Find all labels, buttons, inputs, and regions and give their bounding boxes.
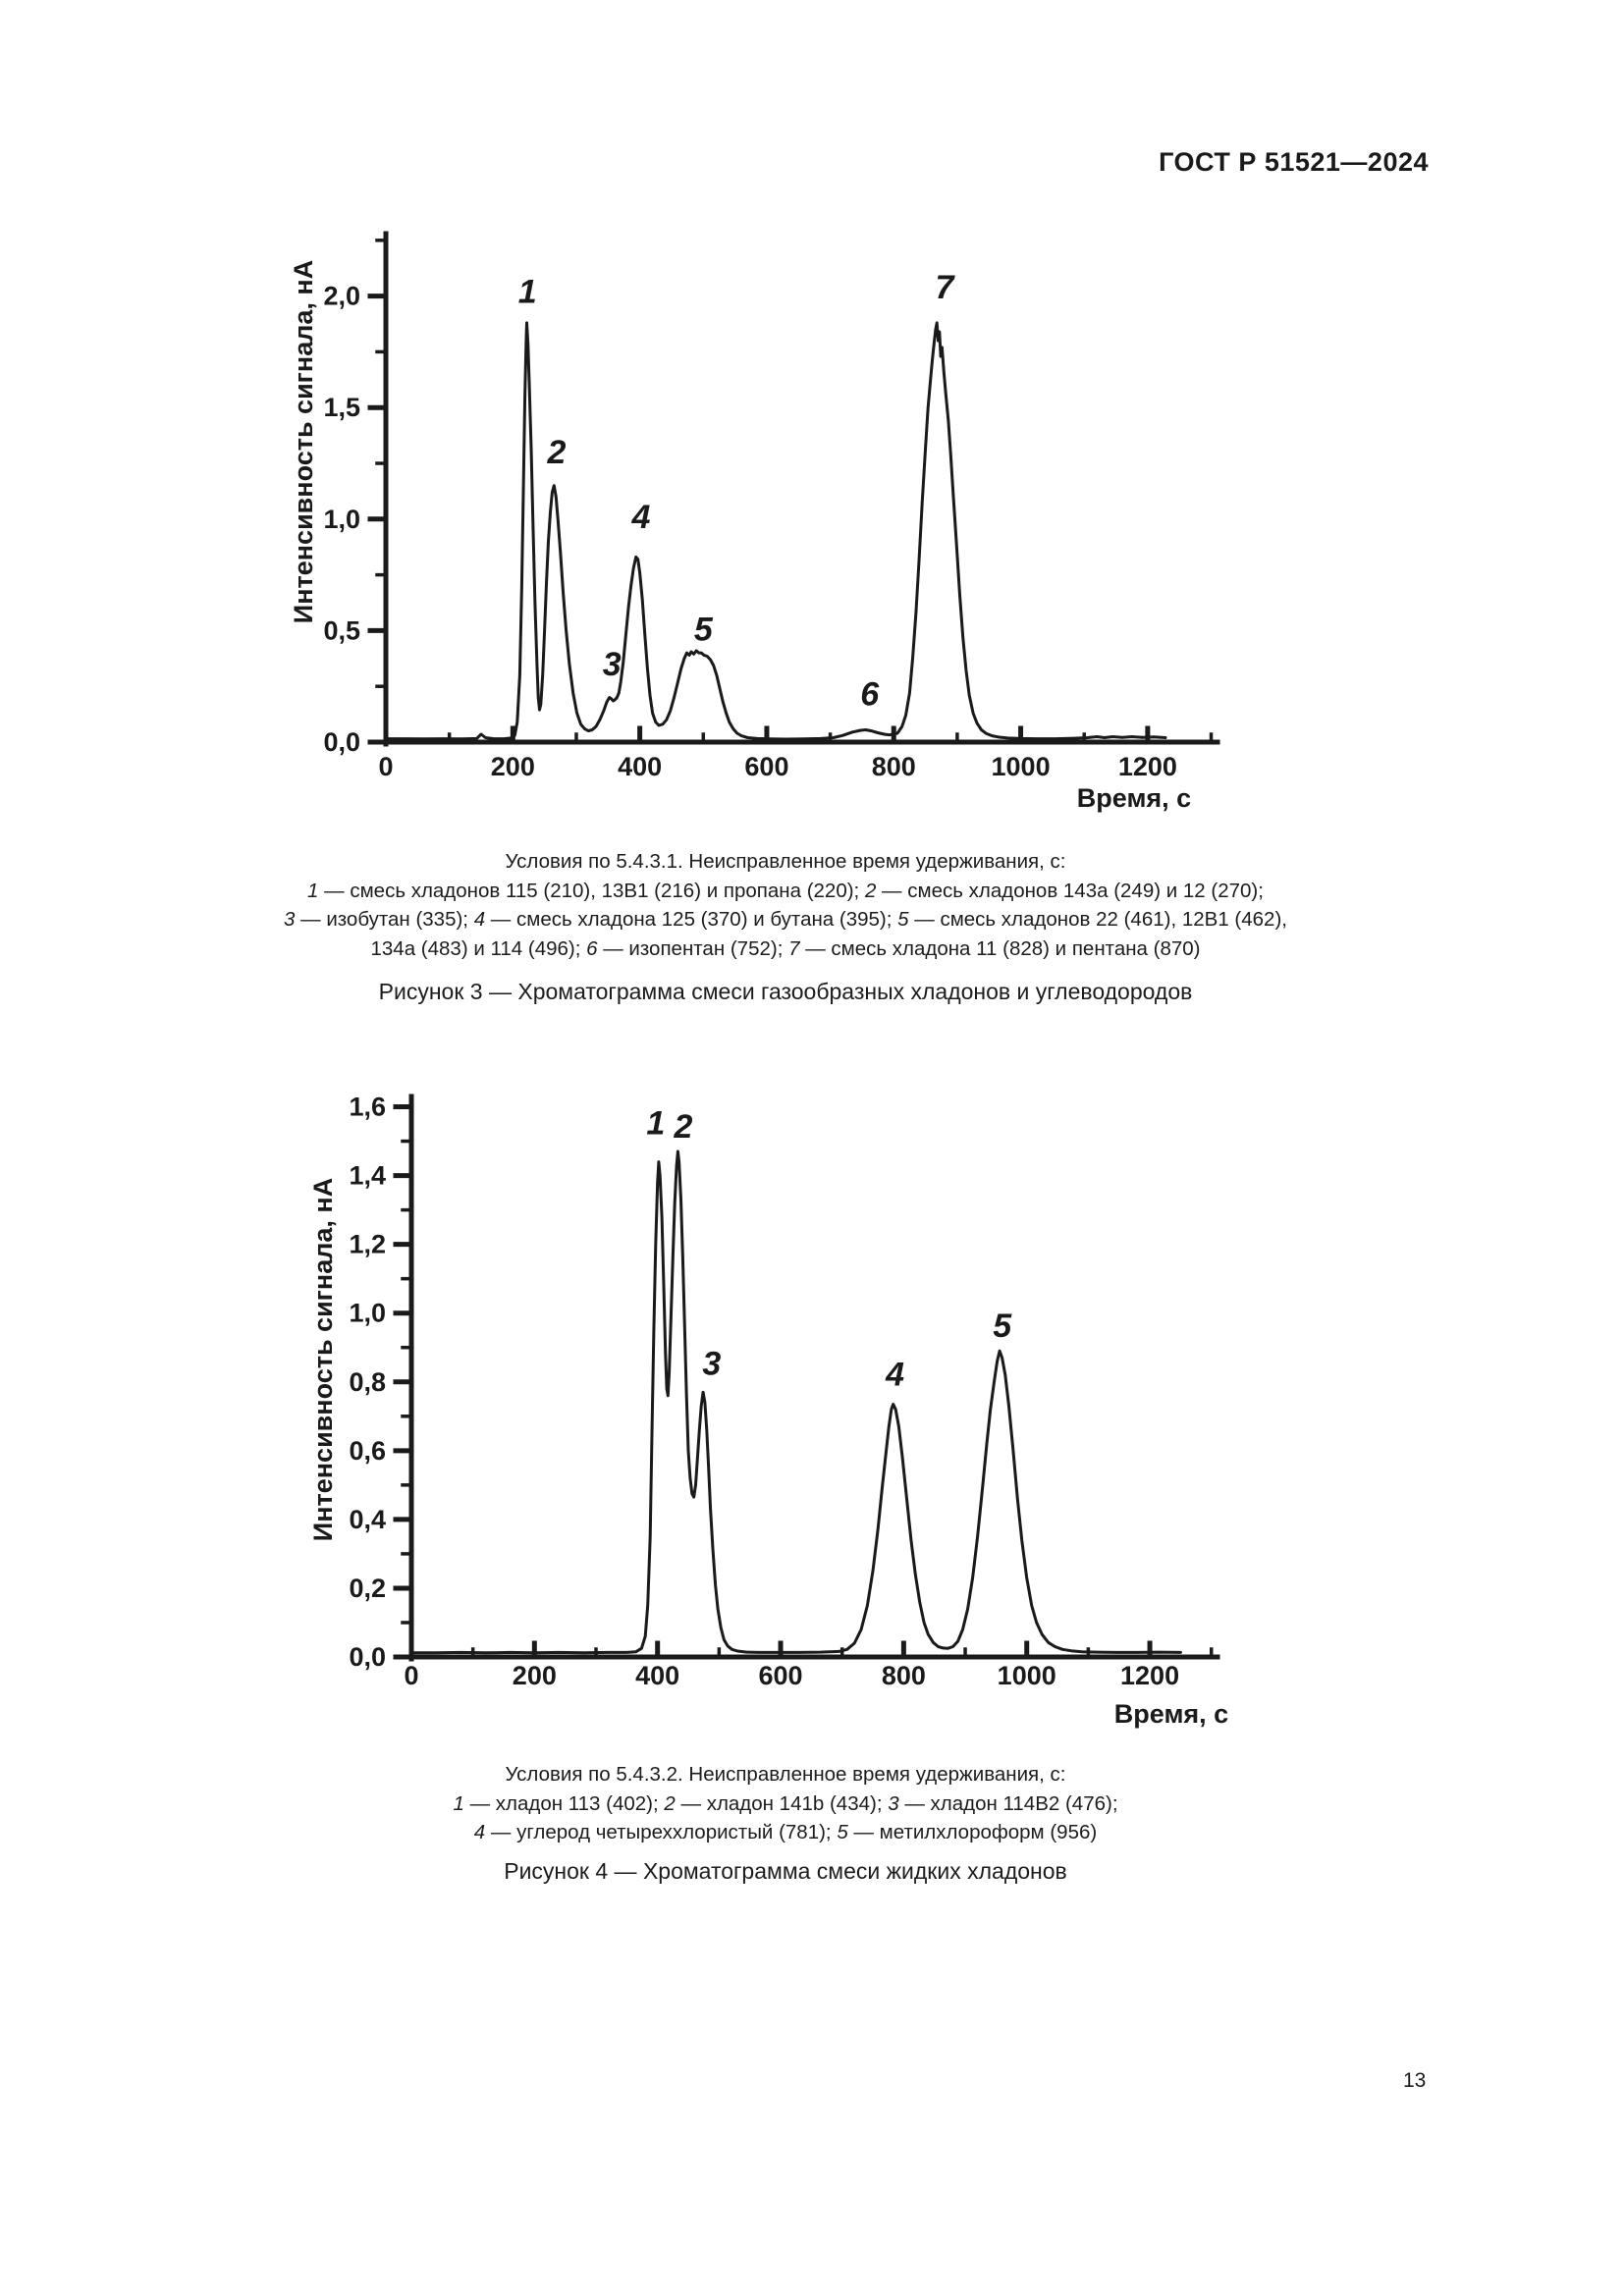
- document-header: ГОСТ Р 51521—2024: [1159, 147, 1429, 177]
- svg-text:3: 3: [602, 645, 622, 683]
- svg-text:0: 0: [378, 752, 394, 781]
- figure3-conditions: [137, 847, 1434, 963]
- svg-text:0,5: 0,5: [323, 615, 360, 646]
- caption-line: Условия по 5.4.3.1. Неисправленное время удерживания, с:: [505, 850, 1066, 873]
- svg-text:1,2: 1,2: [349, 1229, 386, 1259]
- svg-text:1: 1: [517, 273, 537, 311]
- caption-line: 1 — хладон 113 (402); 2 — хладон 141b (434); 3 — хладон 114В2 (476);: [453, 1791, 1118, 1815]
- svg-text:Интенсивность сигнала, нА: Интенсивность сигнала, нА: [289, 259, 318, 624]
- svg-text:1,4: 1,4: [349, 1160, 386, 1191]
- page-number: 13: [1403, 2069, 1427, 2092]
- svg-text:5: 5: [693, 611, 713, 649]
- svg-text:800: 800: [871, 752, 916, 781]
- svg-text:1200: 1200: [1120, 1661, 1180, 1690]
- svg-text:6: 6: [860, 675, 880, 714]
- svg-text:0,0: 0,0: [349, 1642, 386, 1672]
- svg-text:1000: 1000: [997, 1661, 1056, 1690]
- svg-text:400: 400: [635, 1661, 680, 1690]
- svg-text:1,6: 1,6: [349, 1092, 386, 1122]
- svg-text:0,8: 0,8: [349, 1366, 386, 1397]
- svg-text:1000: 1000: [991, 752, 1051, 781]
- svg-text:0,4: 0,4: [349, 1504, 386, 1534]
- svg-text:3: 3: [702, 1345, 722, 1383]
- svg-text:600: 600: [758, 1661, 803, 1690]
- svg-text:4: 4: [631, 498, 651, 536]
- figure4-caption: Рисунок 4 — Хроматограмма смеси жидких хладонов: [504, 1858, 1067, 1884]
- svg-text:7: 7: [935, 268, 954, 306]
- svg-text:4: 4: [886, 1356, 905, 1394]
- svg-text:1: 1: [646, 1104, 666, 1143]
- svg-text:0: 0: [404, 1661, 419, 1690]
- caption-line: 1 — смесь хладонов 115 (210), 13В1 (216) и пропана (220); 2 — смесь хладонов 143а (249) и 12 (270);: [307, 879, 1264, 902]
- svg-text:0,0: 0,0: [323, 727, 360, 757]
- svg-text:1200: 1200: [1117, 752, 1177, 781]
- svg-text:400: 400: [618, 752, 663, 781]
- svg-text:Время, с: Время, с: [1113, 1699, 1229, 1729]
- svg-text:1,0: 1,0: [323, 504, 360, 534]
- caption-line: Условия по 5.4.3.2. Неисправленное время удерживания, с:: [505, 1763, 1066, 1786]
- svg-text:0,6: 0,6: [349, 1435, 386, 1466]
- figure3-chromatogram-chart: [236, 221, 1375, 854]
- svg-text:2: 2: [674, 1108, 693, 1147]
- svg-text:Интенсивность сигнала, нА: Интенсивность сигнала, нА: [308, 1177, 338, 1542]
- svg-text:5: 5: [993, 1308, 1012, 1346]
- svg-text:200: 200: [512, 1661, 557, 1690]
- svg-text:2,0: 2,0: [323, 281, 360, 311]
- svg-text:0,2: 0,2: [349, 1573, 386, 1603]
- caption-line: 134а (483) и 114 (496); 6 — изопентан (752); 7 — смесь хладона 11 (828) и пентана (870): [370, 936, 1201, 960]
- svg-text:1,0: 1,0: [349, 1298, 386, 1328]
- svg-text:1,5: 1,5: [323, 393, 360, 423]
- svg-text:Время, с: Время, с: [1076, 783, 1192, 813]
- svg-text:800: 800: [881, 1661, 926, 1690]
- caption-line: 3 — изобутан (335); 4 — смесь хладона 125 (370) и бутана (395); 5 — смесь хладонов 22 (461), 12В1 (462),: [284, 908, 1287, 931]
- figure3-caption: Рисунок 3 — Хроматограмма смеси газообразных хладонов и углеводородов: [378, 979, 1193, 1004]
- svg-text:2: 2: [547, 434, 567, 472]
- figure4-chromatogram-chart: [236, 1085, 1375, 1744]
- figure4-conditions: [137, 1760, 1434, 1847]
- caption-line: 4 — углерод четыреххлористый (781); 5 — метилхлороформ (956): [473, 1821, 1098, 1843]
- svg-text:200: 200: [490, 752, 535, 781]
- svg-text:600: 600: [744, 752, 789, 781]
